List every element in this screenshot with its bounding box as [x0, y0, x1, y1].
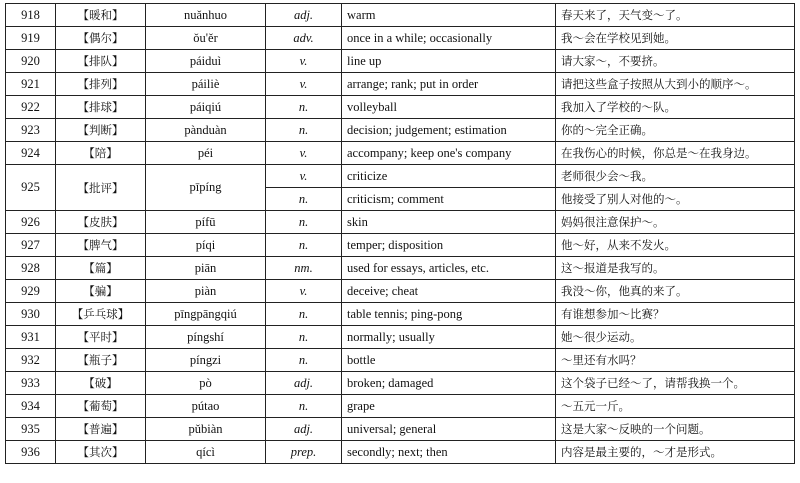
table-row	[6, 326, 795, 349]
entry-number: 929	[6, 280, 56, 303]
english-meaning: table tennis; ping-pong	[342, 303, 556, 326]
entry-number: 933	[6, 372, 56, 395]
part-of-speech: nm.	[266, 257, 342, 280]
pinyin: píqi	[146, 234, 266, 257]
example-sentence: 这是大家～反映的一个问题。	[556, 418, 795, 441]
part-of-speech: v.	[266, 165, 342, 188]
english-meaning: decision; judgement; estimation	[342, 119, 556, 142]
headword: 【葡萄】	[56, 395, 146, 418]
english-meaning: temper; disposition	[342, 234, 556, 257]
english-meaning: accompany; keep one's company	[342, 142, 556, 165]
table-row	[6, 303, 795, 326]
pinyin: pò	[146, 372, 266, 395]
entry-number: 923	[6, 119, 56, 142]
example-sentence: 老师很少会～我。	[556, 165, 795, 188]
pinyin: pífū	[146, 211, 266, 234]
pinyin: páiduì	[146, 50, 266, 73]
headword: 【破】	[56, 372, 146, 395]
vocabulary-table-body	[6, 4, 795, 464]
table-row	[6, 50, 795, 73]
entry-number: 927	[6, 234, 56, 257]
entry-number: 936	[6, 441, 56, 464]
pinyin: piān	[146, 257, 266, 280]
part-of-speech: n.	[266, 303, 342, 326]
table-row	[6, 211, 795, 234]
part-of-speech: n.	[266, 349, 342, 372]
english-meaning: normally; usually	[342, 326, 556, 349]
entry-number: 921	[6, 73, 56, 96]
example-sentence: ～五元一斤。	[556, 395, 795, 418]
pinyin: pīpíng	[146, 165, 266, 211]
pinyin: pútao	[146, 395, 266, 418]
english-meaning: grape	[342, 395, 556, 418]
table-row	[6, 165, 795, 188]
part-of-speech: v.	[266, 73, 342, 96]
table-row	[6, 372, 795, 395]
headword: 【其次】	[56, 441, 146, 464]
table-row	[6, 349, 795, 372]
english-meaning: line up	[342, 50, 556, 73]
entry-number: 920	[6, 50, 56, 73]
example-sentence: 我加入了学校的～队。	[556, 96, 795, 119]
table-row	[6, 73, 795, 96]
part-of-speech: n.	[266, 234, 342, 257]
table-row	[6, 418, 795, 441]
example-sentence: 你的～完全正确。	[556, 119, 795, 142]
english-meaning: broken; damaged	[342, 372, 556, 395]
part-of-speech: n.	[266, 188, 342, 211]
headword: 【排队】	[56, 50, 146, 73]
part-of-speech: v.	[266, 142, 342, 165]
headword: 【偶尔】	[56, 27, 146, 50]
english-meaning: deceive; cheat	[342, 280, 556, 303]
example-sentence: 他接受了别人对他的～。	[556, 188, 795, 211]
pinyin: nuǎnhuo	[146, 4, 266, 27]
table-row	[6, 257, 795, 280]
example-sentence: 这个袋子已经～了，请帮我换一个。	[556, 372, 795, 395]
headword: 【瓶子】	[56, 349, 146, 372]
example-sentence: 我～会在学校见到她。	[556, 27, 795, 50]
part-of-speech: adj.	[266, 4, 342, 27]
english-meaning: once in a while; occasionally	[342, 27, 556, 50]
example-sentence: 请把这些盒子按照从大到小的顺序～。	[556, 73, 795, 96]
part-of-speech: v.	[266, 280, 342, 303]
example-sentence: 在我伤心的时候，你总是～在我身边。	[556, 142, 795, 165]
entry-number: 926	[6, 211, 56, 234]
english-meaning: bottle	[342, 349, 556, 372]
entry-number: 919	[6, 27, 56, 50]
table-row	[6, 395, 795, 418]
part-of-speech: adj.	[266, 372, 342, 395]
english-meaning: volleyball	[342, 96, 556, 119]
part-of-speech: v.	[266, 50, 342, 73]
part-of-speech: n.	[266, 119, 342, 142]
headword: 【普遍】	[56, 418, 146, 441]
english-meaning: skin	[342, 211, 556, 234]
headword: 【陪】	[56, 142, 146, 165]
headword: 【批评】	[56, 165, 146, 211]
pinyin: pǔbiàn	[146, 418, 266, 441]
table-row	[6, 4, 795, 27]
table-row	[6, 441, 795, 464]
example-sentence: 春天来了，天气变～了。	[556, 4, 795, 27]
pinyin: píngzi	[146, 349, 266, 372]
headword: 【判断】	[56, 119, 146, 142]
entry-number: 928	[6, 257, 56, 280]
english-meaning: universal; general	[342, 418, 556, 441]
example-sentence: 妈妈很注意保护～。	[556, 211, 795, 234]
part-of-speech: adv.	[266, 27, 342, 50]
pinyin: pīngpāngqiú	[146, 303, 266, 326]
pinyin: péi	[146, 142, 266, 165]
entry-number: 925	[6, 165, 56, 211]
table-row	[6, 142, 795, 165]
entry-number: 924	[6, 142, 56, 165]
table-row	[6, 96, 795, 119]
english-meaning: used for essays, articles, etc.	[342, 257, 556, 280]
headword: 【排列】	[56, 73, 146, 96]
part-of-speech: prep.	[266, 441, 342, 464]
part-of-speech: n.	[266, 211, 342, 234]
headword: 【平时】	[56, 326, 146, 349]
headword: 【脾气】	[56, 234, 146, 257]
table-row	[6, 119, 795, 142]
part-of-speech: n.	[266, 326, 342, 349]
example-sentence: 我没～你，他真的来了。	[556, 280, 795, 303]
part-of-speech: n.	[266, 96, 342, 119]
pinyin: qícì	[146, 441, 266, 464]
pinyin: páiqiú	[146, 96, 266, 119]
english-meaning: criticize	[342, 165, 556, 188]
pinyin: ǒu'ěr	[146, 27, 266, 50]
example-sentence: 内容是最主要的，～才是形式。	[556, 441, 795, 464]
pinyin: piàn	[146, 280, 266, 303]
table-row	[6, 27, 795, 50]
headword: 【乒乓球】	[56, 303, 146, 326]
pinyin: pànduàn	[146, 119, 266, 142]
part-of-speech: adj.	[266, 418, 342, 441]
entry-number: 930	[6, 303, 56, 326]
vocabulary-table	[5, 3, 795, 464]
entry-number: 935	[6, 418, 56, 441]
part-of-speech: n.	[266, 395, 342, 418]
english-meaning: arrange; rank; put in order	[342, 73, 556, 96]
table-row	[6, 234, 795, 257]
headword: 【篇】	[56, 257, 146, 280]
english-meaning: secondly; next; then	[342, 441, 556, 464]
entry-number: 932	[6, 349, 56, 372]
entry-number: 922	[6, 96, 56, 119]
example-sentence: 她～很少运动。	[556, 326, 795, 349]
example-sentence: 这～报道是我写的。	[556, 257, 795, 280]
entry-number: 918	[6, 4, 56, 27]
entry-number: 934	[6, 395, 56, 418]
entry-number: 931	[6, 326, 56, 349]
english-meaning: criticism; comment	[342, 188, 556, 211]
pinyin: píngshí	[146, 326, 266, 349]
headword: 【暖和】	[56, 4, 146, 27]
example-sentence: 他～好，从来不发火。	[556, 234, 795, 257]
english-meaning: warm	[342, 4, 556, 27]
example-sentence: ～里还有水吗？	[556, 349, 795, 372]
headword: 【骗】	[56, 280, 146, 303]
example-sentence: 请大家～，不要挤。	[556, 50, 795, 73]
pinyin: páiliè	[146, 73, 266, 96]
headword: 【排球】	[56, 96, 146, 119]
headword: 【皮肤】	[56, 211, 146, 234]
table-row	[6, 280, 795, 303]
example-sentence: 有谁想参加～比赛？	[556, 303, 795, 326]
